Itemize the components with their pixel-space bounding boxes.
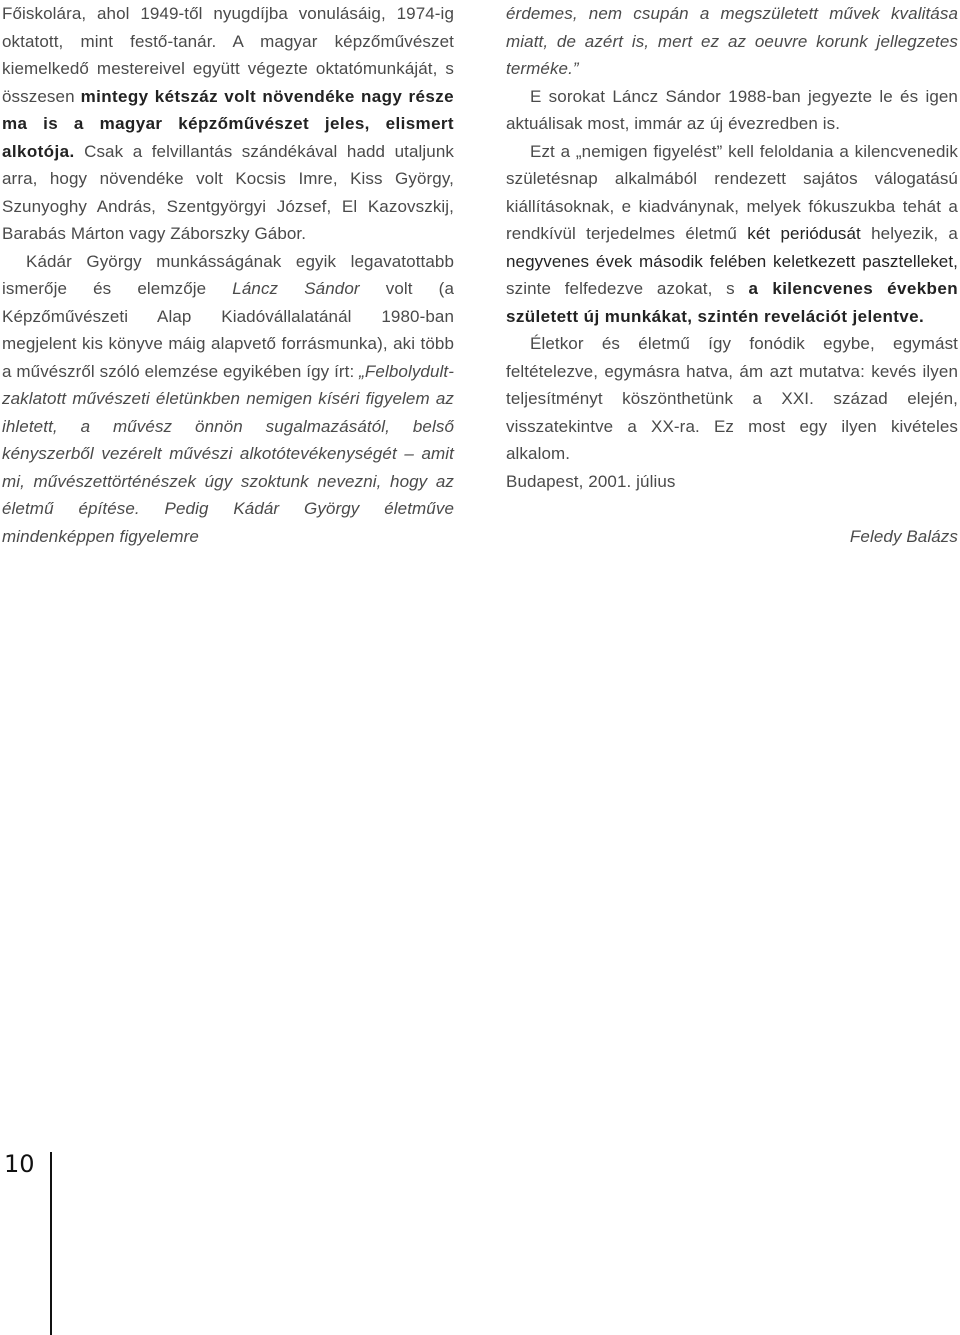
intro-text: Főiskolára, ahol 1949-től nyugdíjba vonulásáig, 1974-ig oktatott, mint festő-tanár. A magyar képzőművészet kiemelkedő mestereivel együtt végezte oktatómunkáját, s összesen [2, 4, 454, 106]
page-number: 10 [4, 1150, 35, 1178]
two-periods: két periódusát [747, 224, 861, 243]
lancz-book: volt (a Képzőművészeti Alap Kiadóvállalatánál 1980-ban megjelent kis könyve máig alapvető forrásmunka), aki több a művészről szóló elemzése egyikében így írt: [2, 279, 454, 381]
students-text: Csak a felvillantás szándékával hadd utaljunk arra, hogy növendéke volt Kocsis Imre, Kiss György, Szunyoghy András, Szentgyörgyi József, El Kazovszkij, Barabás Márton vagy Záborszky Gábor. [2, 141, 454, 243]
right-column [506, 0, 958, 551]
exhibition-mid2: szinte felfedezve azokat, s [506, 279, 749, 298]
lancz-quote: „Felbolydult-zaklatott művészeti életünkben nemigen kíséri figyelem az ihletett, a művész önnön sugalmazásától, belső kényszerből vezérelt művészi alkotótevékenységét – amit mi, művészettörténészek úgy szoktunk nevezni, hogy az életmű építése. Pedig Kádár György életműve mindenképpen figyelemre [2, 361, 454, 546]
paragraph-exhibition [506, 138, 958, 331]
paragraph-intro [2, 0, 454, 248]
nineties-highlight: a kilencvenes években született új munkákat, szintén revelációt jelentve. [506, 279, 958, 326]
paragraph-lancz [2, 248, 454, 551]
place-date: Budapest, 2001. július [506, 471, 676, 491]
lancz-name: Láncz Sándor [232, 279, 360, 298]
author-signature: Feledy Balázs [849, 527, 958, 546]
exhibition-mid: helyezik, a [860, 224, 958, 243]
quote-continuation: érdemes, nem csupán a megszületett művek kvalitása miatt, de azért is, mert ez az oeuvre korunk jellegzetes terméke.” [506, 4, 958, 78]
page-divider-rule [50, 1152, 52, 1335]
intro-highlight: mintegy kétszáz volt növendéke nagy része ma is a magyar képzőművészet jeles, elismert alkotója. [2, 86, 454, 161]
exhibition-text: Ezt a „nemigen figyelést” kell feloldania a kilencvenedik születésnap alkalmából rendezett sajátos válogatású kiállításoknak, e kiadványnak, melyek fókuszukba tehát a rendkívül terjedelmes életmű [506, 141, 958, 243]
lancz-intro: Kádár György munkásságának egyik legavatottabb ismerője és elemzője [2, 251, 454, 298]
left-column [2, 0, 454, 550]
pastels-highlight: negyvenes évek második felében keletkezett pasztelleket, [506, 251, 958, 271]
paragraph-1988: E sorokat Láncz Sándor 1988-ban jegyezte le és igen aktuálisak most, immár az új évezredben is. [506, 86, 958, 133]
paragraph-life: Életkor és életmű így fonódik egybe, egymást feltételezve, egymásra hatva, ám azt mutatva: kevés ilyen teljesítményt köszönthetünk a XXI. század elején, visszatekintve a XX-ra. Ez most egy ilyen kivételes alkalom. [506, 334, 958, 463]
